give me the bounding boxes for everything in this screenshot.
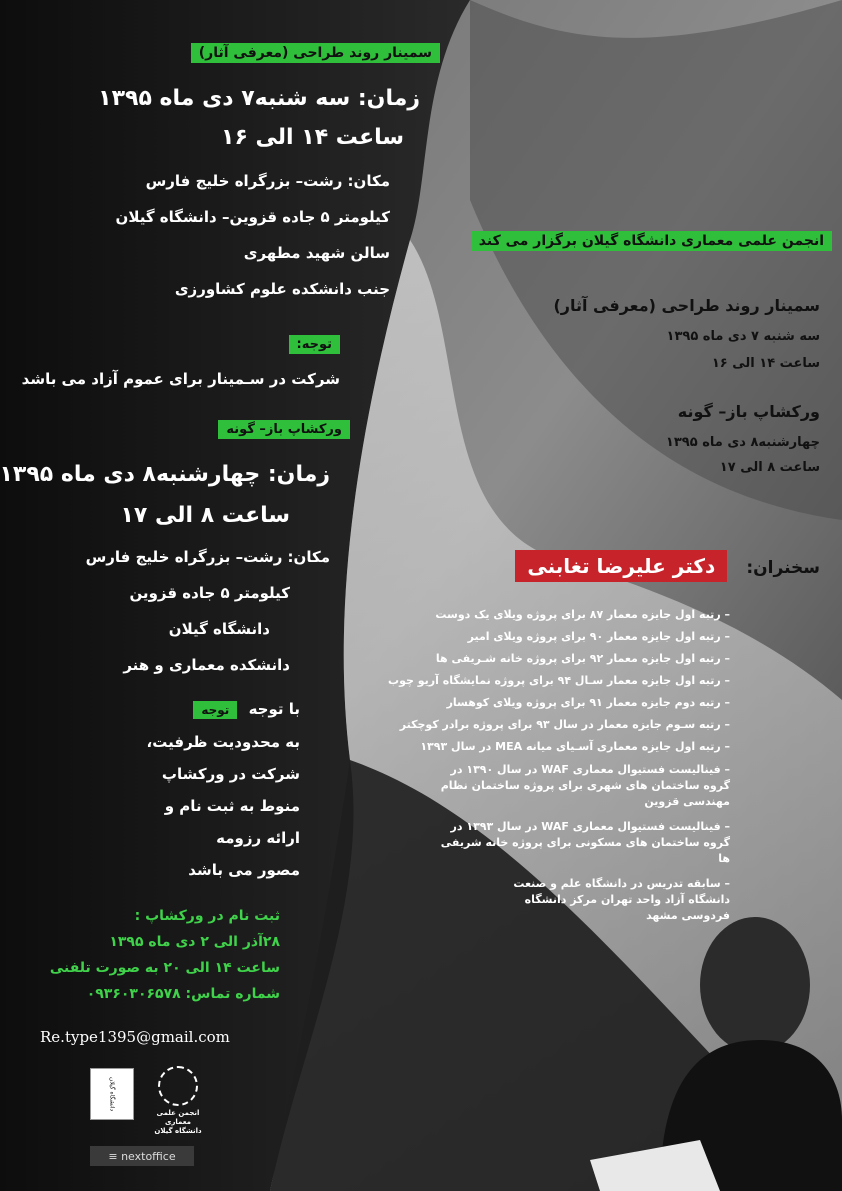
association-logo <box>150 1066 206 1136</box>
place-line: مکان: رشت– بزرگراه خلیج فارس <box>85 548 330 566</box>
note-label: توجه: <box>289 335 340 354</box>
place-line: کیلومتر ۵ جاده قزوین– دانشگاه گیلان <box>115 208 390 226</box>
association-logo-icon <box>158 1066 198 1106</box>
speaker-header <box>390 550 820 582</box>
workshop-note <box>100 700 300 879</box>
workshop-date: زمان: چهارشنبه۸ دی ماه ۱۳۹۵ <box>0 462 330 487</box>
registration-line: ۲۸آذر الی ۲ دی ماه ۱۳۹۵ <box>109 934 280 950</box>
right-workshop-date: چهارشنبه۸ دی ماه ۱۳۹۵ <box>665 435 820 450</box>
right-seminar-date: سه شنبه ۷ دی ماه ۱۳۹۵ <box>666 329 820 344</box>
logo-caption: معماری <box>164 1118 192 1126</box>
note2-label: توجه <box>193 701 237 719</box>
logo-caption: انجمن علمی <box>156 1109 200 1117</box>
achievement-item: – رتبه اول جایزه معماری آسـیای میانه MEA در سال ۱۳۹۳ <box>430 740 730 753</box>
note2-text: با توجه <box>248 700 300 718</box>
university-logo-text: دانشگاه گیلان <box>108 1076 116 1112</box>
workshop-title-banner: ورکشاپ باز– گونه <box>218 420 350 439</box>
place-line: سالن شهید مطهری <box>243 244 390 262</box>
seminar-place <box>115 172 390 298</box>
registration-line: ساعت ۱۴ الی ۲۰ به صورت تلفنی <box>49 960 280 976</box>
note2-line: شرکت در ورکشاپ <box>161 765 300 783</box>
logo-caption: دانشگاه گیلان <box>154 1127 202 1135</box>
achievement-item: – فینالیست فستیوال معماری WAF در سال ۱۳۹۰ در گروه ساختمان های شهری برای پروژه ساختمان نظام مهندسی قزوین <box>430 762 730 810</box>
speaker-name: دکتر علیرضا تغابنی <box>515 550 727 582</box>
achievement-item: – رتبه اول جایزه معمار ۹۰ برای پروژه ویلای امیر <box>430 630 730 643</box>
right-seminar-title: سمینار روند طراحی (معرفی آثار) <box>553 296 820 315</box>
organizer-banner: انجمن علمی معماری دانشگاه گیلان برگزار می کند <box>471 231 832 251</box>
note2-line: ارائه رزومه <box>216 829 300 847</box>
speaker-label: سخنران: <box>746 558 820 578</box>
right-workshop <box>480 402 820 475</box>
achievement-item: – فینالیست فستیوال معماری WAF در سال ۱۳۹۳ در گروه ساختمان های مسکونی برای پروژه خانه شریفی ها <box>430 819 730 867</box>
achievement-item: – رتبه سـوم جایزه معمار در سال ۹۳ برای پروژه برادر کوچکتر <box>430 718 730 731</box>
right-seminar <box>480 296 820 371</box>
achievement-item: – رتبه اول جایزه معمار سـال ۹۴ برای پروژه نمایشگاه آریو چوب <box>430 674 730 687</box>
note-text: شرکت در سـمینار برای عموم آزاد می باشد <box>21 370 340 388</box>
university-logo <box>90 1068 134 1120</box>
registration-line: شماره تماس: ۰۹۳۶۰۳۰۶۵۷۸ <box>86 986 280 1002</box>
note2-line: منوط به ثبت نام و <box>164 797 300 815</box>
registration-line: ثبت نام در ورکشاپ : <box>134 908 280 924</box>
note2-line: به محدودیت ظرفیت، <box>146 733 300 751</box>
place-line: کیلومتر ۵ جاده قزوین <box>129 584 290 602</box>
email-link[interactable]: Re.type1395@gmail.com <box>40 1028 230 1046</box>
achievement-item: – رتبه دوم جایزه معمار ۹۱ برای پروژه ویلای کوهسار <box>430 696 730 709</box>
right-seminar-time: ساعت ۱۴ الی ۱۶ <box>711 356 820 371</box>
right-workshop-time: ساعت ۸ الی ۱۷ <box>719 460 820 475</box>
seminar-schedule <box>98 86 420 150</box>
achievement-item: – رتبه اول جایزه معمار ۹۲ برای پروژه خانه شـریفی ها <box>430 652 730 665</box>
workshop-schedule <box>0 462 330 528</box>
seminar-date: زمان: سه شنبه۷ دی ماه ۱۳۹۵ <box>98 86 420 111</box>
workshop-time: ساعت ۸ الی ۱۷ <box>120 503 290 528</box>
nextoffice-logo: ≡ nextoffice <box>90 1146 194 1166</box>
place-line: دانشکده معماری و هنر <box>123 656 290 674</box>
achievement-item: – سابقه تدریس در دانشگاه علم و صنعت دانشگاه آزاد واحد تهران مرکز دانشگاه فردوسی مشهد <box>500 876 730 924</box>
workshop-place <box>60 548 330 674</box>
achievement-item: – رتبه اول جایزه معمار ۸۷ برای پروژه ویلای یک دوست <box>430 608 730 621</box>
note2-line: مصور می باشد <box>188 861 300 879</box>
achievements-list <box>388 608 730 933</box>
seminar-time: ساعت ۱۴ الی ۱۶ <box>221 125 404 150</box>
right-workshop-title: ورکشاپ باز– گونه <box>677 402 820 421</box>
seminar-title-banner: سمینار روند طراحی (معرفی آثار) <box>191 43 440 63</box>
place-line: مکان: رشت– بزرگراه خلیج فارس <box>145 172 390 190</box>
place-line: دانشگاه گیلان <box>168 620 270 638</box>
registration-info <box>40 908 280 1002</box>
place-line: جنب دانشکده علوم کشاورزی <box>174 280 390 298</box>
